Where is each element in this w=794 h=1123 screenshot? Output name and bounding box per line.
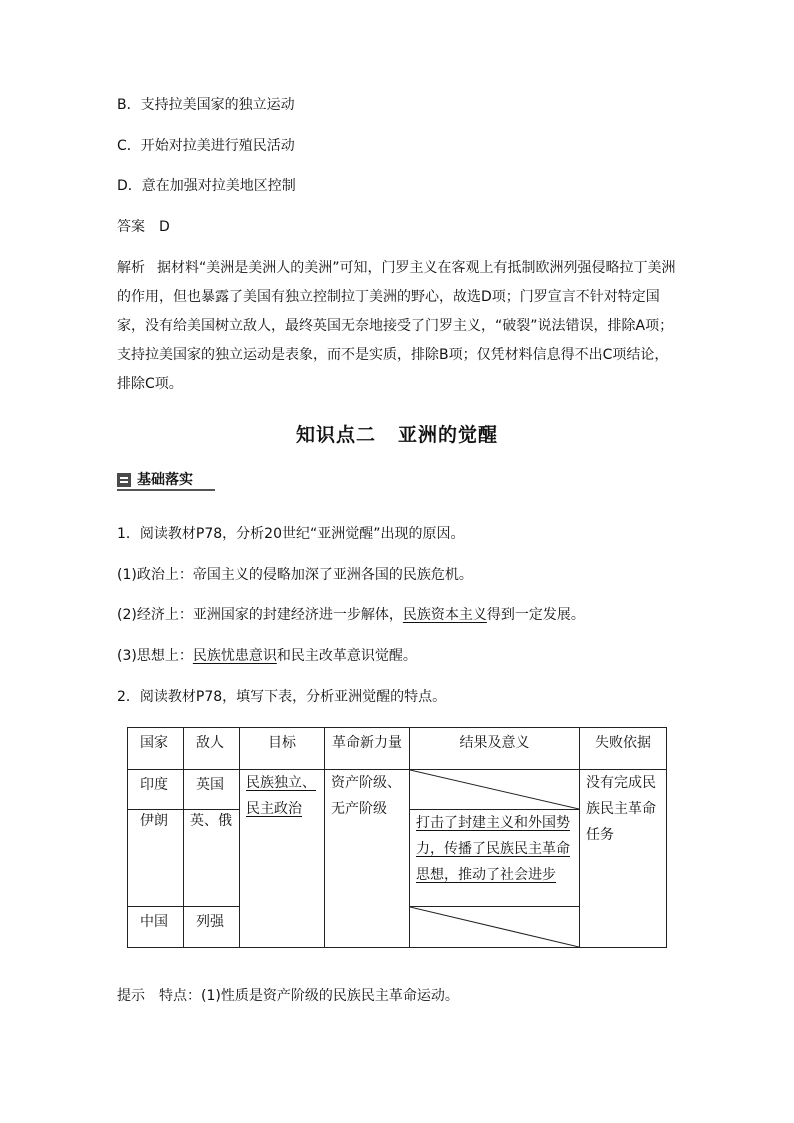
hint-text: 特点：(1)性质是资产阶级的民族民主革命运动。 — [159, 988, 459, 1004]
option-d: D．意在加强对拉美地区控制 — [117, 178, 296, 194]
q1-point-3 — [117, 647, 417, 665]
hint — [117, 987, 459, 1005]
cell-force: 资产阶级、无产阶级 — [325, 770, 410, 948]
q1-point-2-pre: (2)经济上：亚洲国家的封建经济进一步解体， — [117, 607, 403, 623]
header-enemy: 敌人 — [184, 728, 240, 770]
asia-awakening-table — [127, 727, 667, 948]
section-heading — [0, 420, 794, 447]
diagonal-slash — [410, 770, 579, 809]
list-icon — [117, 473, 131, 487]
analysis-label: 解析 — [117, 260, 145, 276]
answer-label: 答案 — [117, 219, 145, 235]
header-result: 结果及意义 — [410, 728, 580, 770]
analysis-paragraph — [117, 254, 677, 399]
analysis-text: 据材料“美洲是美洲人的美洲”可知，门罗主义在客观上有抵制欧洲列强侵略拉丁美洲的作用，但也暴露了美国有独立控制拉丁美洲的野心，故选D项；门罗宣言不针对特定国家，没有给美国树立敌人，最终英国无奈地接受了门罗主义，“破裂”说法错误，排除A项；支持拉美国家的独立运动是表象，而不是实质，排除B项；仅凭材料信息得不出C项结论，排除C项。 — [117, 260, 676, 392]
cell-result-china-empty — [410, 907, 580, 948]
cell-enemy-india: 英国 — [184, 770, 240, 810]
cell-goal: 民族独立、民主政治 — [240, 770, 325, 948]
basic-banner — [117, 471, 215, 491]
header-failure: 失败依据 — [580, 728, 667, 770]
cell-country-india: 印度 — [128, 770, 184, 810]
section-title-b: 亚洲的觉醒 — [398, 424, 499, 446]
q1-point-3-answer: 民族忧患意识 — [192, 648, 277, 664]
section-title-a: 知识点二 — [295, 424, 376, 446]
q1-point-1: (1)政治上：帝国主义的侵略加深了亚洲各国的民族危机。 — [117, 567, 473, 583]
hint-label: 提示 — [117, 988, 145, 1004]
cell-enemy-iran: 英、俄 — [184, 810, 240, 907]
cell-enemy-china: 列强 — [184, 907, 240, 948]
cell-country-iran: 伊朗 — [128, 810, 184, 907]
answer — [117, 218, 170, 236]
header-goal: 目标 — [240, 728, 325, 770]
table-header-row — [128, 728, 667, 770]
q1-point-3-post: 和民主改革意识觉醒。 — [276, 648, 417, 664]
diagonal-slash — [410, 907, 579, 947]
header-force: 革命新力量 — [325, 728, 410, 770]
q1-point-2 — [117, 606, 585, 624]
cell-result: 打击了封建主义和外国势力，传播了民族民主革命思想，推动了社会进步 — [410, 810, 580, 907]
banner-rule — [117, 489, 215, 491]
banner-label: 基础落实 — [137, 472, 193, 488]
cell-country-china: 中国 — [128, 907, 184, 948]
cell-result-india-empty — [410, 770, 580, 810]
header-country: 国家 — [128, 728, 184, 770]
q2-stem: 2．阅读教材P78，填写下表，分析亚洲觉醒的特点。 — [117, 689, 447, 705]
option-b: B．支持拉美国家的独立运动 — [117, 97, 295, 113]
table-row — [128, 770, 667, 810]
cell-failure: 没有完成民族民主革命任务 — [580, 770, 667, 948]
q1-point-2-post: 得到一定发展。 — [486, 607, 585, 623]
q1-point-2-answer: 民族资本主义 — [402, 607, 487, 623]
q1-point-3-pre: (3)思想上： — [117, 648, 193, 664]
option-c: C．开始对拉美进行殖民活动 — [117, 138, 295, 154]
q1-stem: 1．阅读教材P78，分析20世纪“亚洲觉醒”出现的原因。 — [117, 526, 465, 542]
answer-value: D — [159, 219, 170, 235]
